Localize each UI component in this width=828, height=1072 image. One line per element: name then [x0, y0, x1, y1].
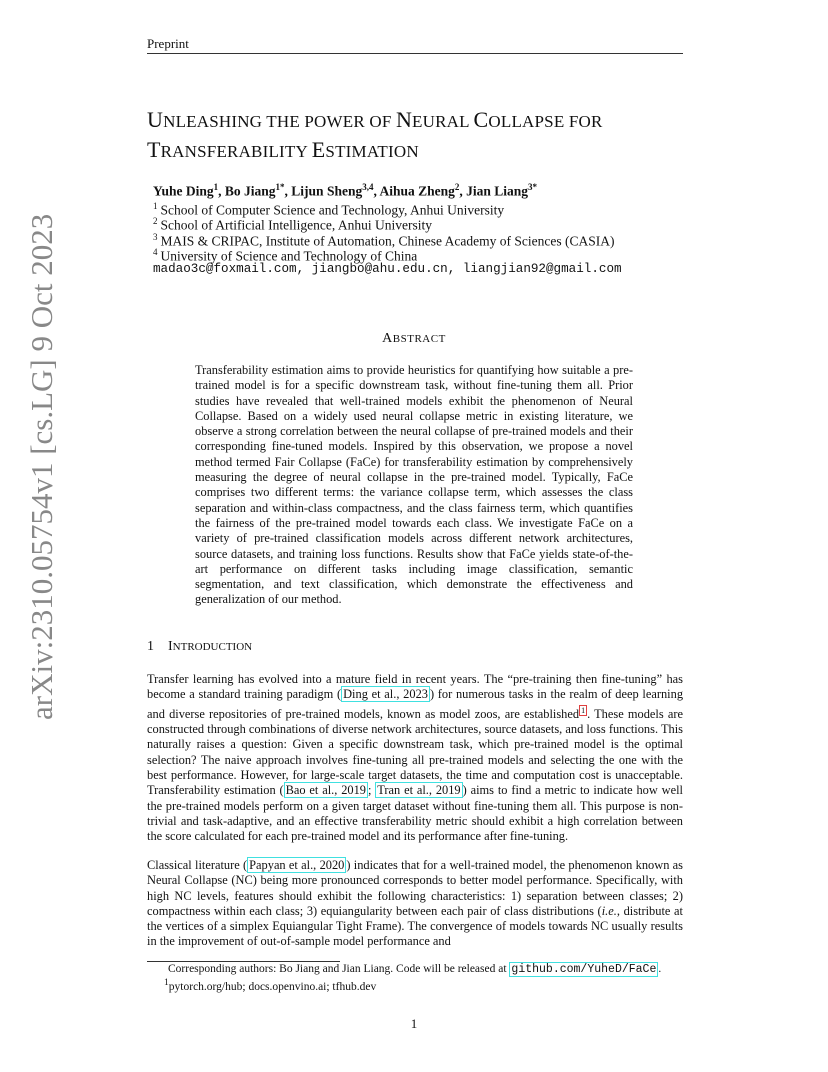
footnote-link[interactable]: 1 [581, 705, 586, 715]
paper-title [147, 106, 707, 166]
affiliation-3: $^3$ MAIS & CRIPAC, Institute of Automation, Chinese Academy of Sciences (CASIA) [153, 232, 615, 249]
footnote-rule [147, 961, 340, 962]
running-header: Preprint [147, 36, 189, 51]
intro-paragraph-2: Classical literature ( Papyan et al., 2020 ) indicates that for a well-trained model, the phenomenon known as Neural Collapse (NC) being more pronounced corresponds to better model performance. Specifically, with high NC levels, features should exhibit the following characteristics: 1) separation between classes; 2) compactness within each class; 3) equiangularity between each pair of class distributions (i.e., distribute at the vertices of a simplex Equiangular Tight Frame). The convergence of models towards NC usually results in the improvement of out-of-sample model performance and [147, 858, 683, 949]
citation-link[interactable]: Ding et al., 2023 [343, 687, 428, 702]
affiliation-1: $^1$ School of Computer Science and Technology, Anhui University [153, 201, 505, 218]
citation-link[interactable]: Papyan et al., 2020 [249, 858, 345, 872]
page-number: 1 [410, 1016, 418, 1031]
title-line-1: UNLEASHING THE POWER OF NEURAL COLLAPSE FOR [147, 107, 603, 132]
affiliation-2: $^2$ School of Artificial Intelligence, Anhui University [153, 216, 432, 233]
author-name: Jian Liang [466, 183, 529, 199]
citation-link[interactable]: Tran et al., 2019 [377, 783, 461, 798]
author-name: Lijun Sheng [291, 183, 363, 199]
author-emails: madao3c@foxmail.com, jiangbo@ahu.edu.cn, liangjian92@gmail.com [153, 262, 622, 276]
footnote-1: $^1$pytorch.org/hub; docs.openvino.ai; tfhub.dev [164, 977, 377, 993]
citation-link[interactable]: Bao et al., 2019 [285, 783, 366, 798]
affiliation-4: $^4$ University of Science and Technology of China [153, 247, 418, 264]
author-list: Yuhe Ding$^1$, Bo Jiang$^{1*}$, Lijun Sheng$^{3,4}$, Aihua Zheng$^2$, Jian Liang$^{3*}$ [153, 182, 538, 199]
intro-paragraph-1: Transfer learning has evolved into a mature field in recent years. The “pre-training then fine-tuning” has become a standard training paradigm ( Ding et al., 2023 ) for numerous tasks in the realm of deep learning and diverse repositories of pre-trained models, known as model zoos, are established $^1$ . These models are constructed through combinations of diverse network architectures, source datasets, and loss functions. This naturally raises a question: Given a specific downstream task, which pre-trained model is the optimal selection? The naive approach involves fine-tuning all pre-trained models and selecting the one with the best performance. However, for large-scale target datasets, the time and computation cost is unacceptable. Transferability estimation ( Bao et al., 2019 ; Tran et al., 2019 ) aims to find a metric to indicate how well the pre-trained models perform on a given target dataset without fine-tuning them all. This purpose is non-trivial and task-adaptive, and an effective transferability metric should exhibit a high correlation between the score calculated for each pre-trained model and its performance after fine-tuning. [147, 672, 684, 844]
author-name: Bo Jiang [224, 183, 276, 199]
section-heading-introduction: 1 INTRODUCTION [147, 639, 253, 654]
author-name: Aihua Zheng [379, 183, 455, 199]
title-line-2: TRANSFERABILITY ESTIMATION [147, 137, 419, 162]
abstract-heading: ABSTRACT [382, 331, 446, 346]
arxiv-identifier: arXiv:2310.05754v1 [cs.LG] 9 Oct 2023 [24, 213, 59, 720]
header-rule [147, 53, 683, 54]
author-name: Yuhe Ding [153, 183, 214, 199]
code-link[interactable]: github.com/YuheD/FaCe [511, 963, 657, 976]
abstract-text: Transferability estimation aims to provide heuristics for quantifying how suitable a pre-trained model is for a specific downstream task, without fine-tuning them all. Prior studies have revealed that well-trained models exhibit the phenomenon of Neural Collapse. Based on a widely used neural collapse metric in existing literature, we observe a strong correlation between the neural collapse of pre-trained models and their corresponding fine-tuned models. Inspired by this observation, we propose a novel method termed Fair Collapse (FaCe) for transferability estimation by comprehensively measuring the degree of neural collapse in the pre-trained model. Typically, FaCe comprises two different terms: the variance collapse term, which assesses the class separation and within-class compactness, and the class fairness term, which quantifies the fairness of the pre-trained model towards each class. We investigate FaCe on a variety of pre-trained classification models across different network architectures, source datasets, and training loss functions. Results show that FaCe yields state-of-the-art performance on different tasks including image classification, semantic segmentation, and text classification, which demonstrate the effectiveness and generalization of our method. [195, 363, 633, 607]
footnote-corresponding: Corresponding authors: Bo Jiang and Jian Liang. Code will be released at github.com/YuheD/FaCe . [168, 963, 662, 976]
